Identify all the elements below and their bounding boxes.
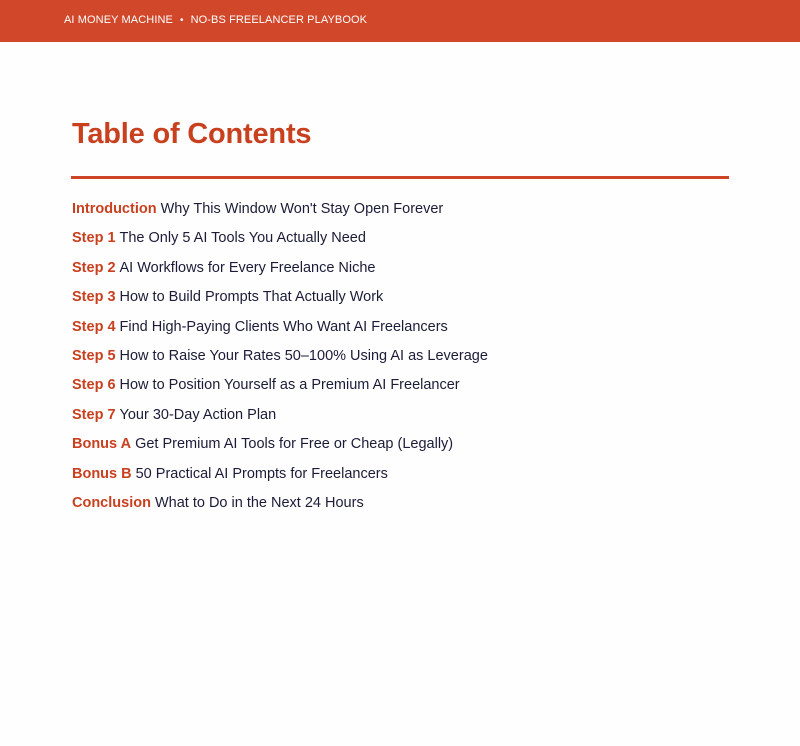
toc-item-label: Step 2 [72, 259, 116, 276]
toc-item-title: Find High-Paying Clients Who Want AI Freelancers [119, 318, 448, 335]
toc-item-label: Bonus A [72, 436, 132, 453]
toc-item-conclusion[interactable] [72, 492, 488, 521]
toc-item-title: 50 Practical AI Prompts for Freelancers [135, 465, 388, 482]
header-separator: • [179, 14, 184, 26]
toc-item-title: How to Position Yourself as a Premium AI Freelancer [119, 377, 460, 394]
toc-list [72, 198, 488, 521]
toc-item-introduction[interactable] [72, 198, 488, 227]
toc-item-bonus-b[interactable] [72, 463, 488, 492]
toc-item-step-7[interactable] [72, 404, 488, 433]
toc-item-step-1[interactable] [72, 227, 488, 256]
title-divider [71, 176, 729, 179]
toc-item-label: Step 4 [72, 318, 116, 335]
toc-item-label: Conclusion [72, 494, 151, 511]
toc-item-step-3[interactable] [72, 286, 488, 315]
toc-item-label: Step 6 [72, 377, 116, 394]
toc-item-title: How to Build Prompts That Actually Work [119, 289, 384, 306]
toc-item-title: The Only 5 AI Tools You Actually Need [119, 230, 366, 247]
toc-item-label: Step 1 [72, 230, 116, 247]
header-bar [0, 0, 800, 42]
toc-item-label: Step 7 [72, 406, 116, 423]
toc-item-title: Why This Window Won't Stay Open Forever [160, 201, 444, 217]
header-brand: AI MONEY MACHINE [64, 14, 173, 26]
toc-item-step-4[interactable] [72, 316, 488, 345]
toc-item-title: What to Do in the Next 24 Hours [154, 494, 364, 511]
toc-item-label: Step 5 [72, 347, 116, 364]
toc-item-label: Step 3 [72, 289, 116, 306]
toc-item-title: Your 30-Day Action Plan [119, 406, 277, 423]
header-subtitle: NO-BS FREELANCER PLAYBOOK [190, 14, 368, 26]
toc-item-bonus-a[interactable] [72, 433, 488, 462]
toc-item-title: AI Workflows for Every Freelance Niche [119, 259, 376, 276]
toc-item-label: Bonus B [72, 465, 132, 482]
toc-item-label: Introduction [72, 201, 157, 217]
toc-item-title: How to Raise Your Rates 50–100% Using AI as Leverage [119, 347, 488, 364]
toc-item-step-2[interactable] [72, 257, 488, 286]
toc-item-step-5[interactable] [72, 345, 488, 374]
toc-item-title: Get Premium AI Tools for Free or Cheap (Legally) [135, 436, 454, 453]
page-title: Table of Contents [72, 118, 312, 150]
toc-item-step-6[interactable] [72, 374, 488, 403]
